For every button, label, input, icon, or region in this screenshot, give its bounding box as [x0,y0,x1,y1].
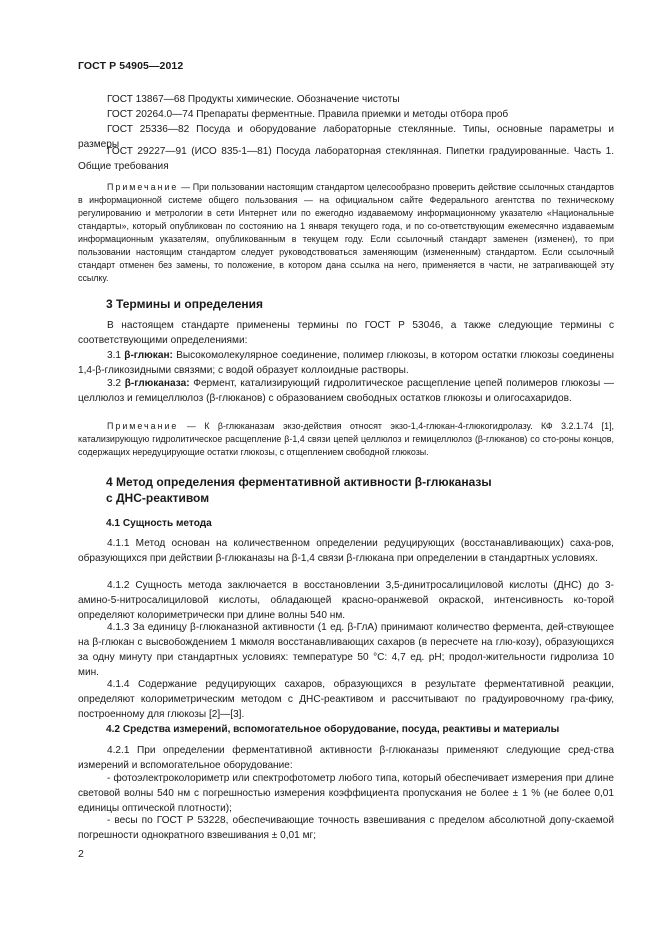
paragraph-4-1-3: 4.1.3 За единицу β-глюканазной активности (1 ед. β-ГлА) принимают количество фермента, дей-ствующее на β-глюкан с высвобождением 1 мкмоля восстанавливающих сахаров (в пересчете на глю-козу), образующихся за одну минуту при стандартных условиях: температуре 50 °С: 4,7 ед. рН; продол-жительности гидролиза 10 мин. [78,622,614,678]
section-3-intro: В настоящем стандарте применены термины по ГОСТ Р 53046, а также следующие термины с соответствующими определениями: [78,320,614,346]
terms-note [78,420,614,459]
term-beta-glucanase [78,376,614,406]
document-header: ГОСТ Р 54905—2012 [78,60,184,72]
note-text: — При пользовании настоящим стандартом целесообразно проверить действие ссылочных стандартов в информационной системе общего пользования — на официальном сайте Федерального агентства по техническому регулированию и метрологии в сети Интернет или по ежегодно издаваемому информационному указателю «Национальные стандарты», который опубликован по состоянию на 1 января текущего года, и по со-ответствующим ежемесячно издаваемым информационным указателям, опубликованным в текущем году. Если ссылочный стандарт заменен (изменен), то при пользовании настоящим стандартом следует руководствоваться заменяющим (измененным) стандартом. Если ссылочный стандарт отменен без замены, то положение, в котором дана ссылка на него, применяется в части, не затрагивающей эту ссылку. [78,182,614,283]
note-text: — К β-глюканазам экзо-действия относят экзо-1,4-глюкан-4-глюкогидролазу. КФ 3.2.1.74 [1], катализирующую гидролитическое расщепление β-1,4 связи цепей целлюлоз и гемицеллюлоз (β-глюканов) со сто-роны концов, содержащих нередуцирующие остатки глюкозы, с отщеплением свободной глюкозы. [78,421,614,457]
note-label: Примечание [107,421,179,431]
subsection-4-1-heading: 4.1 Сущность метода [106,518,212,529]
term-number: 3.2 [107,378,125,389]
subsection-4-2-heading: 4.2 Средства измерений, вспомогательное оборудование, посуда, реактивы и материалы [106,724,560,735]
reference-item: ГОСТ 20264.0—74 Препараты ферментные. Правила приемки и методы отбора проб [107,109,509,120]
paragraph-4-1-2: 4.1.2 Сущность метода заключается в восстановлении 3,5-динитросалициловой кислоты (ДНС) до 3-амино-5-нитросалициловой кислоты, обладающей красно-оранжевой окраской, интенсивность ко-торой определяют колориметрически при длине волны 540 нм. [78,580,614,621]
term-definition: Фермент, катализирующий гидролитическое расщепление цепей полимеров глюкозы — целлюлоз и гемицеллюлоз (β-глюканов) с образованием свободных остатков глюкозы и олигосахаридов. [78,378,614,404]
paragraph-4-1-4: 4.1.4 Содержание редуцирующих сахаров, образующихся в результате ферментативной реакции, определяют колориметрическим методом с ДНС-реактивом и рассчитывают по градуировочному гра-фику, построенному для глюкозы [2]—[3]. [78,679,614,720]
section-4-heading-line-1: 4 Метод определения ферментативной активности β-глюканазы [106,475,492,489]
section-3-heading: 3 Термины и определения [106,297,264,311]
reference-item: ГОСТ 13867—68 Продукты химические. Обозначение чистоты [107,94,400,105]
bullet-photometer: - фотоэлектроколориметр или спектрофотометр любого типа, который обеспечивает измерения при длине световой волны 540 нм с погрешностью измерения коэффициента пропускания не более ± 1 % (не более 0,01 единицы оптической плотности); [78,773,614,814]
section-4-heading [106,474,492,506]
term-number: 3.1 [107,350,125,361]
page-number: 2 [78,848,84,860]
reference-item: ГОСТ 25336—82 Посуда и оборудование лабораторные стеклянные. Типы, основные параметры и размеры [78,124,614,150]
section-4-heading-line-2: с ДНС-реактивом [106,491,210,505]
term-beta-glucan [78,348,614,378]
note-label: Примечание [107,182,179,192]
paragraph-4-2-1: 4.2.1 При определении ферментативной активности β-глюканазы применяют следующие сред-ства измерений и вспомогательное оборудование: [78,745,614,771]
references-note [78,181,614,285]
term-definition: Высокомолекулярное соединение, полимер глюкозы, в котором остатки глюкозы соединены 1,4-β-гликозидными связями; с водой образует коллоидные растворы. [78,350,614,376]
bullet-scales: - весы по ГОСТ Р 53228, обеспечивающие точность взвешивания с пределом абсолютной допу-скаемой погрешности однократного взвешивания ± 0,01 мг; [78,815,614,841]
term-name: β-глюканаза: [124,378,190,389]
reference-item: ГОСТ 29227—91 (ИСО 835-1—81) Посуда лабораторная стеклянная. Пипетки градуированные. Часть 1. Общие требования [78,146,614,172]
term-name: β-глюкан: [124,350,173,361]
paragraph-4-1-1: 4.1.1 Метод основан на количественном определении редуцирующих (восстанавливающих) саха-ров, образующихся при действии β-глюканазы на β-1,4 связи β-глюкана при определении в стандартных условиях. [78,538,614,564]
